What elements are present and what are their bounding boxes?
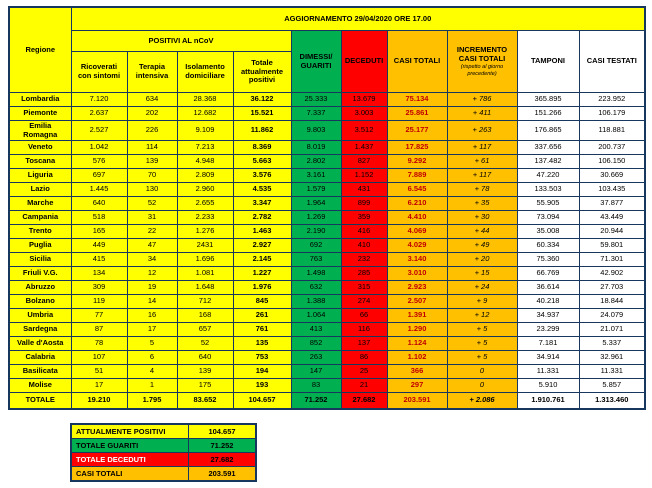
legend-value: 27.682 <box>189 453 257 467</box>
casi-totali-cell: 203.591 <box>387 393 447 410</box>
casi-testati-cell: 59.801 <box>579 239 645 253</box>
region-row <box>9 323 645 337</box>
casi-totali-cell: 7.889 <box>387 169 447 183</box>
terapia-intensiva-cell: 5 <box>127 337 177 351</box>
tamponi-cell: 75.360 <box>517 253 579 267</box>
region-row <box>9 267 645 281</box>
legend-label: TOTALE GUARITI <box>71 439 189 453</box>
deceduti-cell: 27.682 <box>341 393 387 410</box>
legend-value: 71.252 <box>189 439 257 453</box>
tamponi-cell: 137.482 <box>517 155 579 169</box>
casi-testati-cell: 223.952 <box>579 93 645 107</box>
ricoverati-cell: 17 <box>71 379 127 393</box>
casi-testati-cell: 118.881 <box>579 121 645 141</box>
isolamento-cell: 2431 <box>177 239 233 253</box>
incremento-cell: + 44 <box>447 225 517 239</box>
update-title: AGGIORNAMENTO 29/04/2020 ORE 17.00 <box>71 7 645 31</box>
casi-totali-cell: 17.825 <box>387 141 447 155</box>
table-body <box>9 93 645 410</box>
incremento-cell: + 117 <box>447 169 517 183</box>
region-name: Umbria <box>9 309 71 323</box>
ricoverati-cell: 2.527 <box>71 121 127 141</box>
ricoverati-cell: 576 <box>71 155 127 169</box>
incremento-cell: 0 <box>447 365 517 379</box>
region-row <box>9 183 645 197</box>
totale-positivi-cell: 4.535 <box>233 183 291 197</box>
region-name: Marche <box>9 197 71 211</box>
casi-testati-cell: 200.737 <box>579 141 645 155</box>
deceduti-cell: 3.512 <box>341 121 387 141</box>
casi-testati-cell: 37.877 <box>579 197 645 211</box>
incremento-cell: + 61 <box>447 155 517 169</box>
isolamento-cell: 657 <box>177 323 233 337</box>
region-name: Campania <box>9 211 71 225</box>
column-group-positivi: POSITIVI AL nCoV <box>71 31 291 52</box>
incremento-cell: + 411 <box>447 107 517 121</box>
tamponi-cell: 35.008 <box>517 225 579 239</box>
terapia-intensiva-cell: 139 <box>127 155 177 169</box>
isolamento-cell: 7.213 <box>177 141 233 155</box>
dimessi-guariti-cell: 25.333 <box>291 93 341 107</box>
terapia-intensiva-cell: 226 <box>127 121 177 141</box>
region-name: Calabria <box>9 351 71 365</box>
tamponi-cell: 11.331 <box>517 365 579 379</box>
terapia-intensiva-cell: 1.795 <box>127 393 177 410</box>
tamponi-cell: 7.181 <box>517 337 579 351</box>
tamponi-cell: 73.094 <box>517 211 579 225</box>
tamponi-cell: 36.614 <box>517 281 579 295</box>
deceduti-cell: 359 <box>341 211 387 225</box>
ricoverati-cell: 78 <box>71 337 127 351</box>
tamponi-cell: 55.905 <box>517 197 579 211</box>
terapia-intensiva-cell: 12 <box>127 267 177 281</box>
dimessi-guariti-cell: 413 <box>291 323 341 337</box>
column-header-deceduti: DECEDUTI <box>341 31 387 93</box>
ricoverati-cell: 134 <box>71 267 127 281</box>
casi-testati-cell: 42.902 <box>579 267 645 281</box>
dimessi-guariti-cell: 1.579 <box>291 183 341 197</box>
terapia-intensiva-cell: 4 <box>127 365 177 379</box>
casi-testati-cell: 106.150 <box>579 155 645 169</box>
isolamento-cell: 1.276 <box>177 225 233 239</box>
terapia-intensiva-cell: 6 <box>127 351 177 365</box>
totale-positivi-cell: 2.782 <box>233 211 291 225</box>
incremento-cell: 0 <box>447 379 517 393</box>
incremento-cell: + 117 <box>447 141 517 155</box>
deceduti-cell: 315 <box>341 281 387 295</box>
totale-positivi-cell: 104.657 <box>233 393 291 410</box>
deceduti-cell: 416 <box>341 225 387 239</box>
casi-testati-cell: 18.844 <box>579 295 645 309</box>
deceduti-cell: 13.679 <box>341 93 387 107</box>
legend-row <box>71 439 256 453</box>
casi-testati-cell: 103.435 <box>579 183 645 197</box>
region-name: Valle d'Aosta <box>9 337 71 351</box>
region-name: Trento <box>9 225 71 239</box>
region-row <box>9 141 645 155</box>
incremento-cell: + 30 <box>447 211 517 225</box>
dimessi-guariti-cell: 1.498 <box>291 267 341 281</box>
dimessi-guariti-cell: 8.019 <box>291 141 341 155</box>
tamponi-cell: 1.910.761 <box>517 393 579 410</box>
tamponi-cell: 337.656 <box>517 141 579 155</box>
deceduti-cell: 285 <box>341 267 387 281</box>
isolamento-cell: 175 <box>177 379 233 393</box>
isolamento-cell: 1.648 <box>177 281 233 295</box>
region-row <box>9 337 645 351</box>
legend-body <box>71 424 256 481</box>
dimessi-guariti-cell: 1.964 <box>291 197 341 211</box>
column-header-dimessi-guariti: DIMESSI/ GUARITI <box>291 31 341 93</box>
ricoverati-cell: 165 <box>71 225 127 239</box>
ricoverati-cell: 2.637 <box>71 107 127 121</box>
region-name: Friuli V.G. <box>9 267 71 281</box>
incremento-sublabel: (rispetto al giorno precedente) <box>460 64 504 77</box>
region-row <box>9 121 645 141</box>
dimessi-guariti-cell: 852 <box>291 337 341 351</box>
terapia-intensiva-cell: 14 <box>127 295 177 309</box>
isolamento-cell: 139 <box>177 365 233 379</box>
casi-testati-cell: 106.179 <box>579 107 645 121</box>
isolamento-cell: 2.233 <box>177 211 233 225</box>
tamponi-cell: 5.910 <box>517 379 579 393</box>
ricoverati-cell: 697 <box>71 169 127 183</box>
casi-totali-cell: 3.140 <box>387 253 447 267</box>
totale-positivi-cell: 36.122 <box>233 93 291 107</box>
isolamento-cell: 1.696 <box>177 253 233 267</box>
totale-positivi-cell: 261 <box>233 309 291 323</box>
casi-testati-cell: 24.079 <box>579 309 645 323</box>
region-row <box>9 365 645 379</box>
terapia-intensiva-cell: 52 <box>127 197 177 211</box>
tamponi-cell: 133.503 <box>517 183 579 197</box>
casi-totali-cell: 2.507 <box>387 295 447 309</box>
ricoverati-cell: 1.042 <box>71 141 127 155</box>
terapia-intensiva-cell: 130 <box>127 183 177 197</box>
isolamento-cell: 12.682 <box>177 107 233 121</box>
incremento-cell: + 263 <box>447 121 517 141</box>
totale-positivi-cell: 761 <box>233 323 291 337</box>
incremento-cell: + 15 <box>447 267 517 281</box>
totale-positivi-cell: 845 <box>233 295 291 309</box>
incremento-cell: + 786 <box>447 93 517 107</box>
region-name: Abruzzo <box>9 281 71 295</box>
dimessi-guariti-cell: 71.252 <box>291 393 341 410</box>
region-row <box>9 211 645 225</box>
casi-testati-cell: 5.337 <box>579 337 645 351</box>
ricoverati-cell: 309 <box>71 281 127 295</box>
column-header-casi-totali: CASI TOTALI <box>387 31 447 93</box>
casi-totali-cell: 25.177 <box>387 121 447 141</box>
deceduti-cell: 232 <box>341 253 387 267</box>
ricoverati-cell: 77 <box>71 309 127 323</box>
dimessi-guariti-cell: 692 <box>291 239 341 253</box>
region-row <box>9 169 645 183</box>
region-name: Sicilia <box>9 253 71 267</box>
deceduti-cell: 1.152 <box>341 169 387 183</box>
dimessi-guariti-cell: 2.190 <box>291 225 341 239</box>
ricoverati-cell: 107 <box>71 351 127 365</box>
region-row <box>9 197 645 211</box>
ricoverati-cell: 1.445 <box>71 183 127 197</box>
casi-testati-cell: 27.703 <box>579 281 645 295</box>
incremento-cell: + 12 <box>447 309 517 323</box>
region-name: Lombardia <box>9 93 71 107</box>
isolamento-cell: 1.081 <box>177 267 233 281</box>
header-row-title <box>9 7 645 31</box>
terapia-intensiva-cell: 634 <box>127 93 177 107</box>
casi-testati-cell: 21.071 <box>579 323 645 337</box>
column-header-incremento <box>447 31 517 93</box>
column-header-tamponi: TAMPONI <box>517 31 579 93</box>
incremento-cell: + 2.086 <box>447 393 517 410</box>
casi-testati-cell: 11.331 <box>579 365 645 379</box>
ricoverati-cell: 415 <box>71 253 127 267</box>
totale-positivi-cell: 193 <box>233 379 291 393</box>
terapia-intensiva-cell: 31 <box>127 211 177 225</box>
region-name: Piemonte <box>9 107 71 121</box>
totale-positivi-cell: 3.576 <box>233 169 291 183</box>
ricoverati-cell: 7.120 <box>71 93 127 107</box>
region-name: Veneto <box>9 141 71 155</box>
incremento-label: INCREMENTO CASI TOTALI <box>456 45 508 63</box>
isolamento-cell: 2.960 <box>177 183 233 197</box>
deceduti-cell: 25 <box>341 365 387 379</box>
casi-totali-cell: 1.124 <box>387 337 447 351</box>
dimessi-guariti-cell: 83 <box>291 379 341 393</box>
region-name: Puglia <box>9 239 71 253</box>
casi-totali-cell: 6.545 <box>387 183 447 197</box>
totale-positivi-cell: 8.369 <box>233 141 291 155</box>
region-name: Bolzano <box>9 295 71 309</box>
casi-totali-cell: 9.292 <box>387 155 447 169</box>
totale-positivi-cell: 753 <box>233 351 291 365</box>
terapia-intensiva-cell: 16 <box>127 309 177 323</box>
casi-totali-cell: 3.010 <box>387 267 447 281</box>
totale-positivi-cell: 11.862 <box>233 121 291 141</box>
tamponi-cell: 176.865 <box>517 121 579 141</box>
totale-positivi-cell: 5.663 <box>233 155 291 169</box>
dimessi-guariti-cell: 763 <box>291 253 341 267</box>
terapia-intensiva-cell: 19 <box>127 281 177 295</box>
legend-label: ATTUALMENTE POSITIVI <box>71 424 189 439</box>
dimessi-guariti-cell: 3.161 <box>291 169 341 183</box>
casi-testati-cell: 1.313.460 <box>579 393 645 410</box>
totale-positivi-cell: 15.521 <box>233 107 291 121</box>
deceduti-cell: 1.437 <box>341 141 387 155</box>
legend-row <box>71 453 256 467</box>
deceduti-cell: 116 <box>341 323 387 337</box>
dimessi-guariti-cell: 1.388 <box>291 295 341 309</box>
isolamento-cell: 83.652 <box>177 393 233 410</box>
dimessi-guariti-cell: 7.337 <box>291 107 341 121</box>
region-name: Lazio <box>9 183 71 197</box>
terapia-intensiva-cell: 202 <box>127 107 177 121</box>
casi-totali-cell: 366 <box>387 365 447 379</box>
region-name: Basilicata <box>9 365 71 379</box>
region-row <box>9 379 645 393</box>
legend-label: CASI TOTALI <box>71 467 189 482</box>
summary-legend <box>70 423 257 482</box>
casi-testati-cell: 20.944 <box>579 225 645 239</box>
casi-totali-cell: 2.923 <box>387 281 447 295</box>
casi-totali-cell: 297 <box>387 379 447 393</box>
legend-row <box>71 424 256 439</box>
dimessi-guariti-cell: 147 <box>291 365 341 379</box>
region-row <box>9 225 645 239</box>
region-row <box>9 309 645 323</box>
casi-totali-cell: 25.861 <box>387 107 447 121</box>
deceduti-cell: 431 <box>341 183 387 197</box>
isolamento-cell: 168 <box>177 309 233 323</box>
ricoverati-cell: 449 <box>71 239 127 253</box>
legend-value: 203.591 <box>189 467 257 482</box>
isolamento-cell: 712 <box>177 295 233 309</box>
casi-totali-cell: 75.134 <box>387 93 447 107</box>
ricoverati-cell: 51 <box>71 365 127 379</box>
region-name: Sardegna <box>9 323 71 337</box>
dimessi-guariti-cell: 2.802 <box>291 155 341 169</box>
region-row <box>9 107 645 121</box>
incremento-cell: + 24 <box>447 281 517 295</box>
totale-positivi-cell: 1.976 <box>233 281 291 295</box>
isolamento-cell: 2.655 <box>177 197 233 211</box>
casi-totali-cell: 1.290 <box>387 323 447 337</box>
dimessi-guariti-cell: 1.064 <box>291 309 341 323</box>
incremento-cell: + 35 <box>447 197 517 211</box>
deceduti-cell: 274 <box>341 295 387 309</box>
casi-totali-cell: 1.102 <box>387 351 447 365</box>
deceduti-cell: 899 <box>341 197 387 211</box>
region-row <box>9 295 645 309</box>
column-header-casi-testati: CASI TESTATI <box>579 31 645 93</box>
region-name: Emilia Romagna <box>9 121 71 141</box>
region-row <box>9 253 645 267</box>
casi-totali-cell: 4.410 <box>387 211 447 225</box>
incremento-cell: + 5 <box>447 337 517 351</box>
dimessi-guariti-cell: 1.269 <box>291 211 341 225</box>
region-row <box>9 281 645 295</box>
casi-testati-cell: 43.449 <box>579 211 645 225</box>
ricoverati-cell: 518 <box>71 211 127 225</box>
terapia-intensiva-cell: 47 <box>127 239 177 253</box>
terapia-intensiva-cell: 70 <box>127 169 177 183</box>
column-header-isolamento: Isolamento domiciliare <box>177 52 233 93</box>
isolamento-cell: 4.948 <box>177 155 233 169</box>
isolamento-cell: 52 <box>177 337 233 351</box>
totale-positivi-cell: 135 <box>233 337 291 351</box>
totale-positivi-cell: 2.927 <box>233 239 291 253</box>
region-row <box>9 155 645 169</box>
legend-label: TOTALE DECEDUTI <box>71 453 189 467</box>
casi-totali-cell: 6.210 <box>387 197 447 211</box>
region-name: Toscana <box>9 155 71 169</box>
column-header-ricoverati: Ricoverati con sintomi <box>71 52 127 93</box>
region-row <box>9 351 645 365</box>
deceduti-cell: 827 <box>341 155 387 169</box>
tamponi-cell: 34.914 <box>517 351 579 365</box>
deceduti-cell: 410 <box>341 239 387 253</box>
totale-positivi-cell: 3.347 <box>233 197 291 211</box>
isolamento-cell: 28.368 <box>177 93 233 107</box>
tamponi-cell: 34.937 <box>517 309 579 323</box>
ricoverati-cell: 640 <box>71 197 127 211</box>
incremento-cell: + 5 <box>447 351 517 365</box>
column-header-terapia-intensiva: Terapia intensiva <box>127 52 177 93</box>
totale-positivi-cell: 1.463 <box>233 225 291 239</box>
isolamento-cell: 640 <box>177 351 233 365</box>
casi-testati-cell: 71.301 <box>579 253 645 267</box>
incremento-cell: + 9 <box>447 295 517 309</box>
totale-positivi-cell: 2.145 <box>233 253 291 267</box>
isolamento-cell: 9.109 <box>177 121 233 141</box>
totale-row <box>9 393 645 410</box>
casi-testati-cell: 32.961 <box>579 351 645 365</box>
deceduti-cell: 21 <box>341 379 387 393</box>
ricoverati-cell: 87 <box>71 323 127 337</box>
incremento-cell: + 5 <box>447 323 517 337</box>
casi-testati-cell: 5.857 <box>579 379 645 393</box>
deceduti-cell: 66 <box>341 309 387 323</box>
tamponi-cell: 47.220 <box>517 169 579 183</box>
deceduti-cell: 137 <box>341 337 387 351</box>
tamponi-cell: 66.769 <box>517 267 579 281</box>
tamponi-cell: 40.218 <box>517 295 579 309</box>
region-row <box>9 93 645 107</box>
incremento-cell: + 20 <box>447 253 517 267</box>
region-name: Liguria <box>9 169 71 183</box>
region-row <box>9 239 645 253</box>
ricoverati-cell: 119 <box>71 295 127 309</box>
legend-value: 104.657 <box>189 424 257 439</box>
dimessi-guariti-cell: 9.803 <box>291 121 341 141</box>
tamponi-cell: 60.334 <box>517 239 579 253</box>
casi-testati-cell: 30.669 <box>579 169 645 183</box>
casi-totali-cell: 1.391 <box>387 309 447 323</box>
tamponi-cell: 23.299 <box>517 323 579 337</box>
dimessi-guariti-cell: 263 <box>291 351 341 365</box>
incremento-cell: + 78 <box>447 183 517 197</box>
region-name: Molise <box>9 379 71 393</box>
header-row-groups <box>9 31 645 52</box>
tamponi-cell: 151.266 <box>517 107 579 121</box>
incremento-cell: + 49 <box>447 239 517 253</box>
terapia-intensiva-cell: 22 <box>127 225 177 239</box>
terapia-intensiva-cell: 1 <box>127 379 177 393</box>
ricoverati-cell: 19.210 <box>71 393 127 410</box>
column-header-totale-positivi: Totale attualmente positivi <box>233 52 291 93</box>
terapia-intensiva-cell: 114 <box>127 141 177 155</box>
column-header-regione: Regione <box>9 7 71 93</box>
casi-totali-cell: 4.069 <box>387 225 447 239</box>
deceduti-cell: 86 <box>341 351 387 365</box>
tamponi-cell: 365.895 <box>517 93 579 107</box>
casi-totali-cell: 4.029 <box>387 239 447 253</box>
region-name: TOTALE <box>9 393 71 410</box>
deceduti-cell: 3.003 <box>341 107 387 121</box>
terapia-intensiva-cell: 34 <box>127 253 177 267</box>
terapia-intensiva-cell: 17 <box>127 323 177 337</box>
covid-regions-table <box>8 6 646 410</box>
dimessi-guariti-cell: 632 <box>291 281 341 295</box>
totale-positivi-cell: 1.227 <box>233 267 291 281</box>
totale-positivi-cell: 194 <box>233 365 291 379</box>
isolamento-cell: 2.809 <box>177 169 233 183</box>
